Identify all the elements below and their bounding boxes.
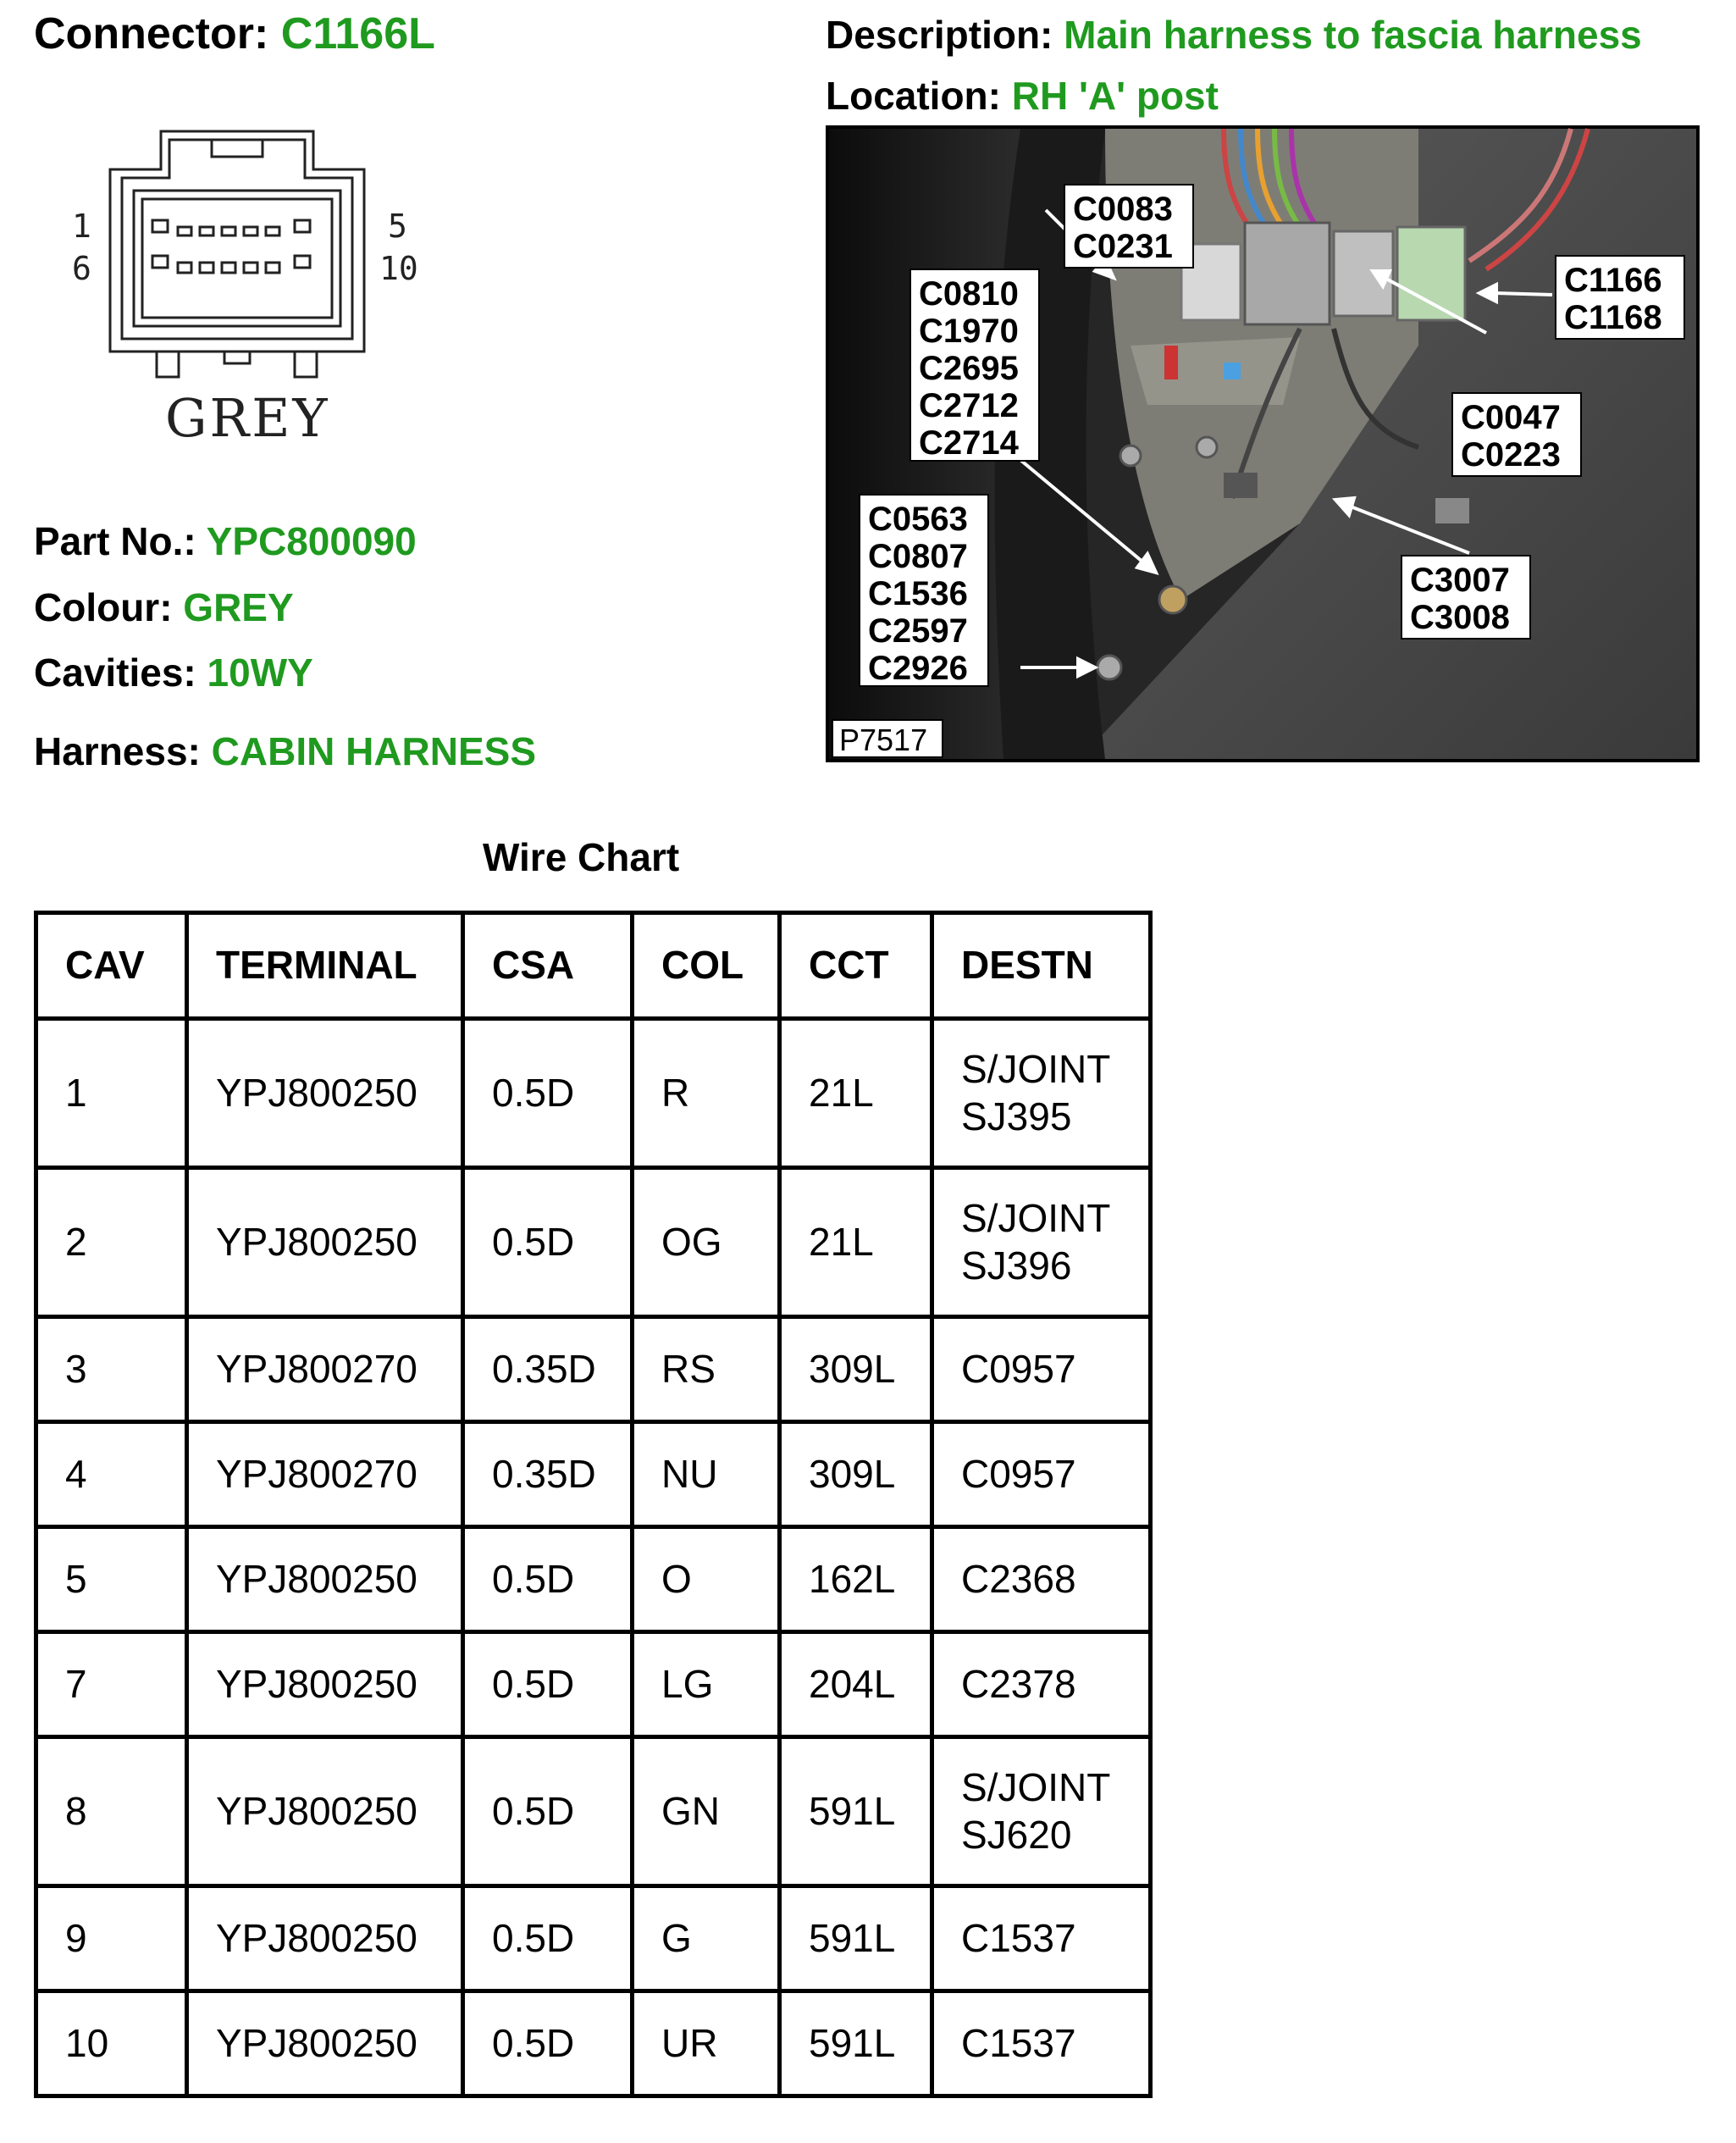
callout-text-13: C0807 [868,538,968,575]
cell-col: UR [633,1991,780,2096]
callout-text-16: C2926 [868,650,968,687]
destn-line: S/JOINT [961,1196,1111,1241]
cell-cct: 21L [780,1168,932,1317]
cell-cav: 9 [36,1886,187,1991]
pin-label-1: 1 [72,208,91,245]
header-row [36,913,1151,1019]
location-label [826,73,1219,119]
location-label-text: Location: [826,74,1001,118]
callout-text-6: C1970 [919,313,1019,350]
cell-destn [932,1527,1151,1632]
connector-value: C1166L [280,9,435,58]
cell-csa: 0.5D [463,1737,633,1886]
cell-cct: 21L [780,1019,932,1168]
destn-line: C2378 [961,1661,1076,1706]
location-photo [826,125,1700,762]
connector-block-green [1397,227,1465,320]
cell-cct: 309L [780,1317,932,1422]
cell-csa: 0.5D [463,1168,633,1317]
table-row [36,1422,1151,1527]
callout-c3007-c3008 [1402,556,1530,639]
col-header-csa: CSA [463,913,633,1019]
col-header-terminal: TERMINAL [187,913,463,1019]
colour-label-text: Colour: [34,585,173,629]
cell-cav: 10 [36,1991,187,2096]
destn-line: C0957 [961,1451,1076,1496]
cell-col: OG [633,1168,780,1317]
cell-destn [932,1168,1151,1317]
destn-line: S/JOINT [961,1047,1111,1092]
cell-cct: 591L [780,1991,932,2096]
cell-col: RS [633,1317,780,1422]
col-header-cct: CCT [780,913,932,1019]
cell-csa: 0.5D [463,1886,633,1991]
cell-cav: 5 [36,1527,187,1632]
pin-label-6: 6 [72,250,91,287]
callout-text-12: C0563 [868,501,968,538]
cell-destn [932,1422,1151,1527]
cell-terminal: YPJ800250 [187,1886,463,1991]
table-row [36,1317,1151,1422]
cell-csa: 0.35D [463,1422,633,1527]
cell-cav: 4 [36,1422,187,1527]
wire-chart-title: Wire Chart [483,835,680,879]
colour-value: GREY [183,585,294,629]
cell-col: O [633,1527,780,1632]
callout-c1166-c1168 [1556,256,1684,339]
pin-label-10: 10 [379,250,418,287]
ground-bolt-1 [1159,586,1186,613]
harness-label [34,728,536,774]
cell-cct: 591L [780,1886,932,1991]
cell-cct: 309L [780,1422,932,1527]
cell-destn [932,1632,1151,1737]
callout-c0083-c0231 [1064,185,1193,268]
diagram-colour-text: GREY [165,387,330,449]
col-header-cav: CAV [36,913,187,1019]
col-header-destn: DESTN [932,913,1151,1019]
colour-label [34,584,294,630]
connector-block-grey [1245,223,1330,324]
cell-cav: 3 [36,1317,187,1422]
cell-col: GN [633,1737,780,1886]
destn-line: C1537 [961,1915,1076,1960]
cell-cct: 162L [780,1527,932,1632]
cell-csa: 0.5D [463,1632,633,1737]
table-row [36,1886,1151,1991]
cell-destn [932,1317,1151,1422]
cell-cav: 7 [36,1632,187,1737]
callout-c0563-group [860,495,988,687]
harness-label-text: Harness: [34,729,201,773]
callout-c0047-c0223 [1452,393,1581,476]
cell-terminal: YPJ800250 [187,1527,463,1632]
cell-terminal: YPJ800250 [187,1991,463,2096]
cell-csa: 0.5D [463,1019,633,1168]
cell-cct: 204L [780,1632,932,1737]
wire-chart-body [36,1019,1151,2096]
callout-text-11: C0223 [1461,436,1561,473]
cell-csa: 0.35D [463,1317,633,1422]
cell-terminal: YPJ800270 [187,1422,463,1527]
cell-cav: 8 [36,1737,187,1886]
cell-destn [932,1991,1151,2096]
cell-col: LG [633,1632,780,1737]
callout-text-14: C1536 [868,575,968,612]
part-no-label-text: Part No.: [34,519,196,563]
callout-text-17: C3007 [1410,562,1510,599]
part-no-label [34,518,417,564]
part-no-value: YPC800090 [206,519,417,563]
callout-text-8: C2712 [919,387,1019,424]
harness-value: CABIN HARNESS [211,729,537,773]
photo-ref: P7517 [839,723,928,757]
cell-terminal: YPJ800270 [187,1317,463,1422]
table-row [36,1019,1151,1168]
cell-terminal: YPJ800250 [187,1632,463,1737]
callout-text-3: C1166 [1564,262,1662,299]
cell-csa: 0.5D [463,1991,633,2096]
table-row [36,1527,1151,1632]
cell-terminal: YPJ800250 [187,1019,463,1168]
wire-chart-header [36,913,1151,1019]
table-row [36,1168,1151,1317]
cell-col: R [633,1019,780,1168]
location-value: RH 'A' post [1011,74,1219,118]
cell-terminal: YPJ800250 [187,1737,463,1886]
cell-cav: 1 [36,1019,187,1168]
cavities-label-text: Cavities: [34,651,196,695]
callout-text-9: C2714 [919,424,1019,462]
callout-text-5: C0810 [919,275,1019,313]
cell-cct: 591L [780,1737,932,1886]
cavities-label [34,650,313,695]
callout-text-15: C2597 [868,612,968,650]
wire-chart-table [34,911,1153,2098]
callout-text-18: C3008 [1410,599,1510,636]
connector-label-text: Connector: [34,9,269,58]
callout-c0810-group [910,269,1039,462]
pin-label-5: 5 [388,208,407,245]
destn-line: C1537 [961,2020,1076,2065]
table-row [36,1632,1151,1737]
connector-face-diagram [72,127,418,457]
col-header-col: COL [633,913,780,1019]
destn-line: S/JOINT [961,1765,1111,1810]
cavities-value: 10WY [207,651,313,695]
description-value: Main harness to fascia harness [1064,13,1642,57]
callout-text-1: C0083 [1073,191,1173,228]
callout-text-2: C0231 [1073,228,1173,265]
cell-destn [932,1019,1151,1168]
callout-text-4: C1168 [1564,299,1662,336]
destn-line: SJ620 [961,1812,1072,1857]
cell-destn [932,1886,1151,1991]
cell-csa: 0.5D [463,1527,633,1632]
destn-line: C0957 [961,1346,1076,1391]
table-row [36,1991,1151,2096]
cell-destn [932,1737,1151,1886]
connector-label [34,8,435,59]
destn-line: SJ396 [961,1243,1072,1287]
destn-line: C2368 [961,1556,1076,1601]
cell-col: G [633,1886,780,1991]
cell-cav: 2 [36,1168,187,1317]
destn-line: SJ395 [961,1094,1072,1138]
callout-text-10: C0047 [1461,399,1561,436]
description-label-text: Description: [826,13,1053,57]
description-label [826,12,1642,58]
table-row [36,1737,1151,1886]
callout-text-7: C2695 [919,350,1019,387]
cell-col: NU [633,1422,780,1527]
cell-terminal: YPJ800250 [187,1168,463,1317]
ground-bolt-2 [1097,656,1121,679]
